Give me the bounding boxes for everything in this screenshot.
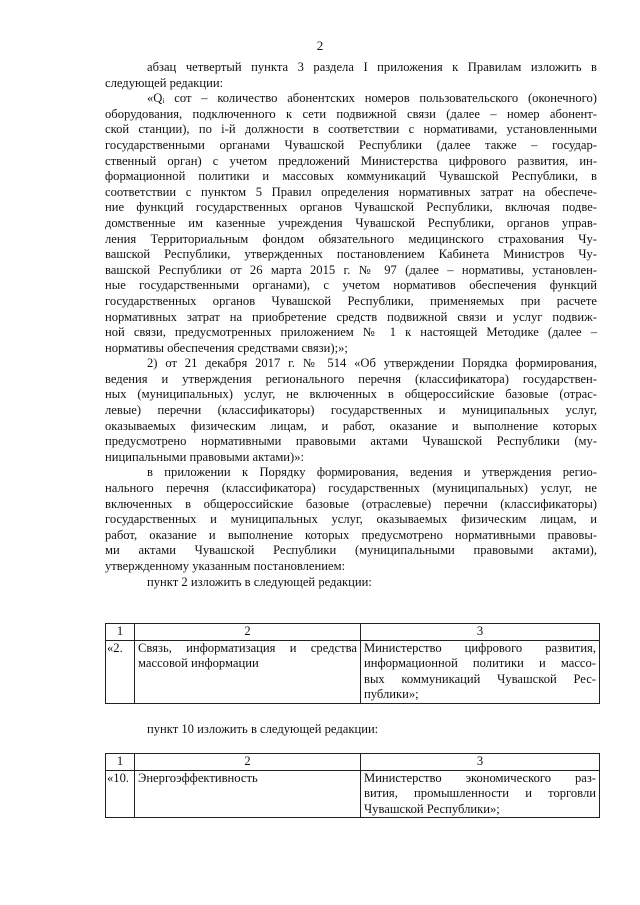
text-line: соответствии с пунктом 5 Правил определения нормативных затрат на обеспече- bbox=[105, 184, 597, 199]
table-header-row bbox=[106, 754, 600, 771]
text-line: «Qᵢ сот – количество абонентских номеров пользовательского (оконечного) bbox=[147, 91, 597, 106]
paragraph-intro bbox=[105, 60, 597, 91]
text-line: ных (муниципальных) услуг, не включенных в общероссийские базовые (отрас- bbox=[105, 387, 597, 402]
table-header-cell: 3 bbox=[361, 624, 600, 641]
text-line: формационной политики и массовых коммуникаций Чувашской Республики, в bbox=[105, 169, 597, 184]
text-line: публики»; bbox=[364, 687, 419, 702]
text-line: оборудования, подключенного к сети подвижной связи (далее – номер абонент- bbox=[105, 106, 597, 121]
paragraph-appendix bbox=[105, 465, 597, 574]
text-line: вития, промышленности и торговли bbox=[364, 786, 596, 801]
text-line: нормативы обеспечения средствами связи);»; bbox=[105, 340, 348, 355]
table-row bbox=[106, 640, 600, 703]
text-line: ной связи, предусмотренных приложением № 1 к настоящей Методике (далее – bbox=[105, 325, 597, 340]
table-cell-number: «10. bbox=[106, 770, 135, 818]
table-header-cell: 1 bbox=[106, 754, 135, 771]
text-line: Министерство цифрового развития, bbox=[364, 640, 596, 655]
table-header-cell: 2 bbox=[135, 754, 361, 771]
table-cell-name bbox=[135, 640, 361, 703]
table-header-row bbox=[106, 624, 600, 641]
text-line: государственными органами Чувашской Республики (далее также – государ- bbox=[105, 137, 597, 152]
table-header-cell: 2 bbox=[135, 624, 361, 641]
paragraph-point2-intro: пункт 2 изложить в следующей редакции: bbox=[147, 574, 372, 589]
paragraph-point10-intro: пункт 10 изложить в следующей редакции: bbox=[147, 722, 379, 736]
text-line: Связь, информатизация и средства bbox=[138, 640, 357, 655]
table-cell-ministry bbox=[361, 770, 600, 818]
text-line: 2) от 21 декабря 2017 г. № 514 «Об утверждении Порядка формирования, bbox=[147, 356, 597, 371]
text-line: левые) перечни (классификаторы) государственных и муниципальных услуг, bbox=[105, 403, 597, 418]
text-line: нормативных затрат на приобретение средств подвижной связи и услуг подвиж- bbox=[105, 309, 597, 324]
document-body bbox=[105, 60, 597, 590]
text-line: предусмотрено нормативными правовыми актами Чувашской Республики (му- bbox=[105, 434, 597, 449]
table-header-cell: 1 bbox=[106, 624, 135, 641]
text-line: ственный орган) с учетом предложений Министерства цифрового развития, ин- bbox=[105, 153, 597, 168]
paragraph-decree bbox=[105, 356, 597, 465]
table-header-cell: 3 bbox=[361, 754, 600, 771]
text-line: Министерство экономического раз- bbox=[364, 770, 596, 785]
table-cell-name bbox=[135, 770, 361, 818]
text-line: вашской Республики от 26 марта 2015 г. № 97 (далее – нормативы, установлен- bbox=[105, 262, 597, 277]
text-line: ской станции), по i-й должности в соответствии с нормативами, установленными bbox=[105, 122, 597, 137]
text-line: информационной политики и массо- bbox=[364, 656, 596, 671]
text-line: массовой информации bbox=[138, 656, 259, 671]
text-line: государственных и муниципальных услуг, оказываемых физическим лицам, и bbox=[105, 512, 597, 527]
page-number: 2 bbox=[316, 38, 324, 53]
text-line: ми актами Чувашской Республики (муниципальными правовыми актами), bbox=[105, 543, 597, 558]
table-point-10 bbox=[105, 753, 600, 818]
text-line: ведения и утверждения регионального перечня (классификатора) государствен- bbox=[105, 371, 597, 386]
text-line: следующей редакции: bbox=[105, 75, 224, 90]
table-row bbox=[106, 770, 600, 818]
text-line: нального перечня (классификатора) государственных (муниципальных) услуг, не bbox=[105, 481, 597, 496]
text-line: Чувашской Республики»; bbox=[364, 801, 500, 816]
text-line: вых коммуникаций Чувашской Рес- bbox=[364, 671, 596, 686]
text-line: утвержденному указанным постановлением: bbox=[105, 559, 346, 573]
text-line: государственных органов Чувашской Республики, применяемых при расчете bbox=[105, 293, 597, 308]
text-line: ления Территориальным фондом обязательного медицинского страхования Чу- bbox=[105, 231, 597, 246]
text-line: вашской Республики, утвержденных постановлением Кабинета Министров Чу- bbox=[105, 247, 597, 262]
table-point-2 bbox=[105, 623, 600, 704]
text-line: ние функций государственных органов Чувашской Республики, включая подве- bbox=[105, 200, 597, 215]
table-cell-ministry bbox=[361, 640, 600, 703]
text-line: Энергоэффективность bbox=[138, 770, 258, 785]
text-line: оказываемых физическим лицам, и работ, оказание и выполнение которых bbox=[105, 418, 597, 433]
text-line: в приложении к Порядку формирования, ведения и утверждения регио- bbox=[147, 465, 597, 480]
text-line: ные государственными органами), с учетом нормативов обеспечения функций bbox=[105, 278, 597, 293]
text-line: включенных в общероссийские базовые (отраслевые) перечни (классификаторы) bbox=[105, 496, 597, 511]
paragraph-definition bbox=[105, 91, 597, 356]
text-line: ниципальными правовыми актами)»: bbox=[105, 449, 305, 464]
text-line: работ, оказание и выполнение которых предусмотрено нормативными правовы- bbox=[105, 527, 597, 542]
text-line: домственные им казенные учреждения Чувашской Республики, органов управ- bbox=[105, 215, 597, 230]
table-cell-number: «2. bbox=[106, 640, 135, 703]
text-line: абзац четвертый пункта 3 раздела I приложения к Правилам изложить в bbox=[147, 60, 597, 74]
